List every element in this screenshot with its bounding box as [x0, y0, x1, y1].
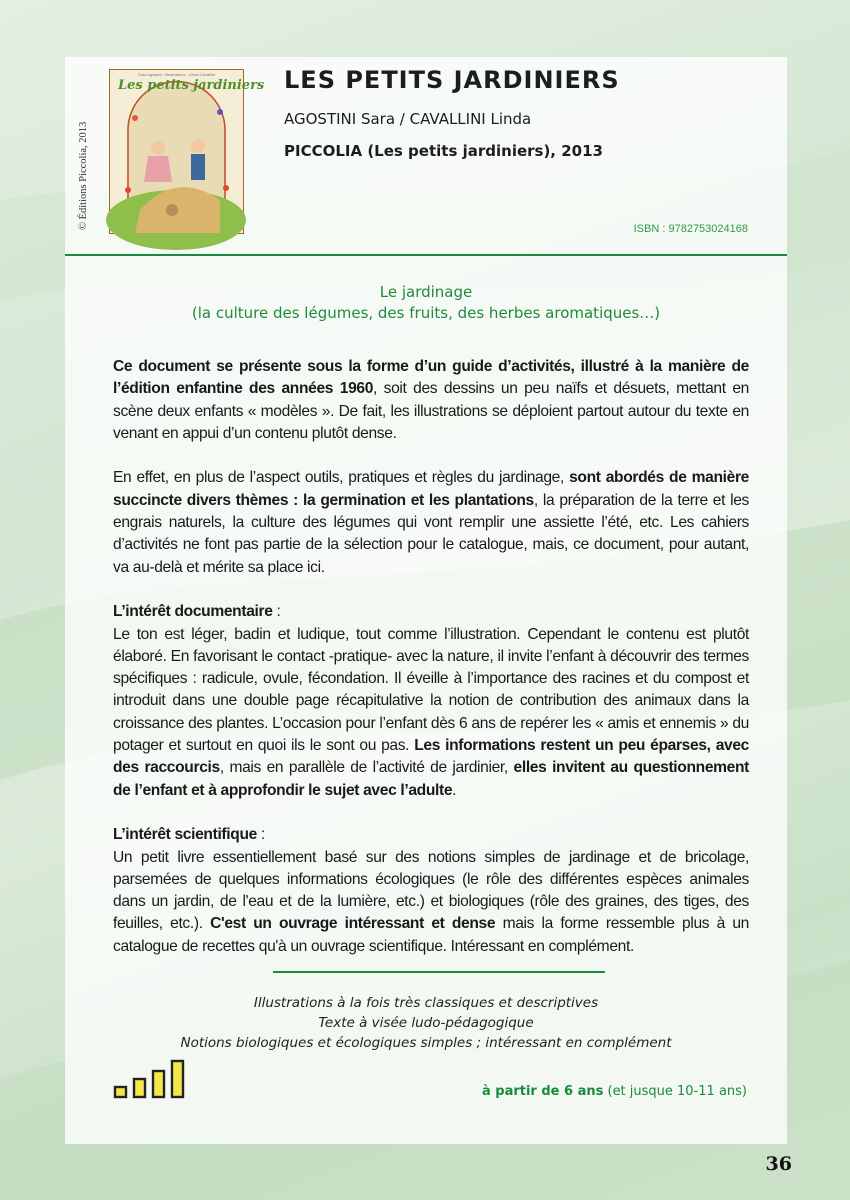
book-title: LES PETITS JARDINIERS [284, 66, 620, 94]
documentary-text-a: Le ton est léger, badin et ludique, tout comme l’illustration. Cependant le contenu est plutôt élaboré. En favorisant le contact -pratique- avec la nature, il invite l’enfant à découvrir des termes spécifiques : radicule, ovule, fécondation. Il éveille à l’importance des racines et du compost et introduit dans une double page récapitulative la notion de contribution des animaux dans la croissance des plantes. L’occasion pour l’enfant dès 6 ans de repérer les « amis et ennemis » du potager et surtout en quoi ils le sont ou pas. [113, 625, 749, 755]
heading-scientific [113, 824, 749, 846]
book-publisher: PICCOLIA (Les petits jardiniers), 2013 [284, 142, 603, 160]
cover-title: Les petits jardiniers [118, 78, 265, 93]
themes-text-a: En effet, en plus de l’aspect outils, pratiques et règles du jardinage, [113, 469, 570, 487]
paragraph-intro [113, 356, 749, 445]
age-max: (et jusque 10-11 ans) [603, 1084, 747, 1099]
themes-bold: sont abordés de manière succincte divers thèmes : la germination et les plantations [113, 469, 749, 509]
paragraph-scientific [113, 847, 749, 958]
summary-divider [273, 971, 605, 973]
summary-line-2: Texte à visée ludo-pédagogique [318, 1015, 534, 1031]
documentary-text-end: . [452, 781, 457, 799]
cover-illustration [110, 70, 243, 233]
scientific-text-a: Un petit livre essentiellement basé sur des notions simples de jardinage et de bricolage, parsemées de quelques informations écologiques (le rôle des différentes espèces animales dans un jardin, de l'eau et de la lumière, etc.) et biologiques (rôle des graines, des tiges, des feuilles, etc.). [113, 848, 749, 933]
paragraph-documentary [113, 624, 749, 802]
summary [65, 993, 787, 1053]
level-bar [153, 1071, 164, 1097]
paragraph-themes [113, 467, 749, 578]
age-min: à partir de 6 ans [481, 1084, 604, 1099]
page-number: 36 [765, 1153, 792, 1175]
header-divider [65, 254, 787, 256]
book-authors: AGOSTINI Sara / CAVALLINI Linda [284, 110, 532, 128]
heading-documentary-label: L’intérêt documentaire [113, 603, 273, 621]
level-bar [172, 1061, 183, 1097]
copyright-notice: © Éditions Piccolia, 2013 [78, 121, 89, 230]
themes-text-b: , la préparation de la terre et les engrais naturels, la culture des légumes qui vont remplir une assiette l’été, etc. Les cahiers d’activités ne font pas partie de la sélection pour le catalogue, mais, ce document, pour autant, va au-delà et mérite sa place ici. [113, 491, 749, 576]
documentary-text-b: , mais en parallèle de l’activité de jardinier, [219, 759, 514, 777]
scientific-text-b: mais la forme ressemble plus à un catalogue de recettes qu'à un ouvrage scientifique. Intéressant en complément. [113, 915, 749, 955]
summary-line-3: Notions biologiques et écologiques simples ; intéressant en complément [180, 1035, 672, 1051]
level-bar [115, 1087, 126, 1097]
review-body [113, 356, 749, 958]
level-bars-icon [113, 1059, 193, 1099]
intro-text: , soit des dessins un peu naïfs et désuets, mettant en scène deux enfants « modèles ». De fait, les illustrations se déploient partout autour du texte en venant en appui d’un contenu plutôt dense. [113, 380, 749, 442]
documentary-bold-2: elles invitent au questionnement de l’enfant et à approfondir le sujet avec l’adulte [113, 759, 749, 799]
age-range [482, 1084, 747, 1099]
subject-heading [65, 282, 787, 324]
intro-bold: Ce document se présente sous la forme d’un guide d’activités, illustré à la manière de l’édition enfantine des années 1960 [113, 358, 749, 398]
cover-credits: Sara Agostini · Illustrations · Linda Cavallini [138, 72, 215, 77]
scientific-bold: C'est un ouvrage intéressant et dense [210, 915, 496, 933]
heading-scientific-label: L’intérêt scientifique [113, 826, 257, 844]
isbn: ISBN : 9782753024168 [633, 223, 748, 235]
documentary-bold-1: Les informations restent un peu éparses, avec des raccourcis [113, 737, 749, 777]
subject-line-1: Le jardinage [379, 283, 473, 301]
level-bar [134, 1079, 145, 1097]
book-cover [109, 69, 265, 234]
subject-line-2: (la culture des légumes, des fruits, des herbes aromatiques…) [191, 304, 661, 322]
heading-documentary [113, 601, 749, 623]
summary-line-1: Illustrations à la fois très classiques et descriptives [253, 995, 599, 1011]
heading-scientific-colon: : [256, 826, 265, 844]
heading-documentary-colon: : [272, 603, 281, 621]
